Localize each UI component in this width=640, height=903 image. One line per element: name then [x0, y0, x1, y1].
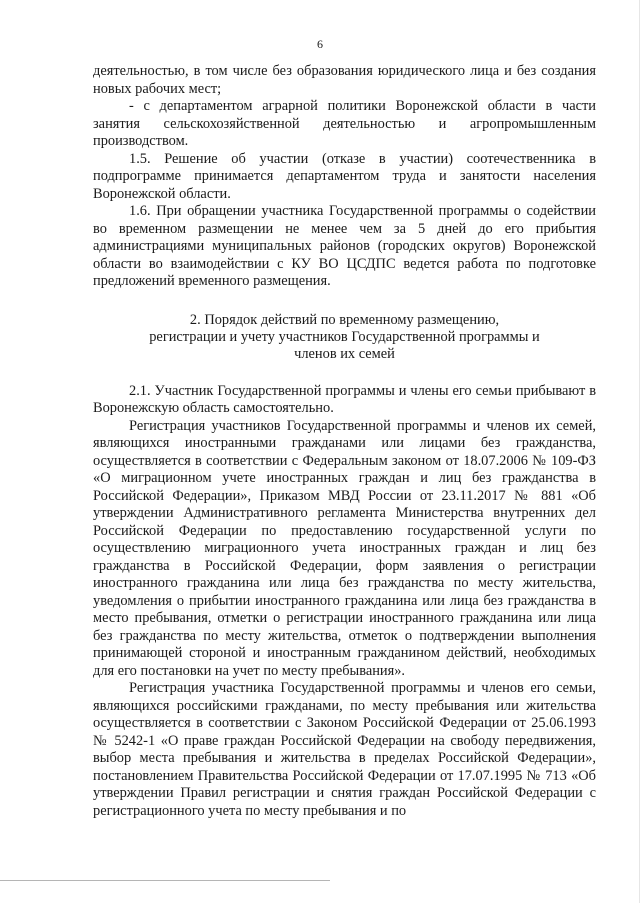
section-heading — [93, 312, 596, 363]
paragraph-2-1: 2.1. Участник Государственной программы и члены его семьи прибывают в Воронежскую область самостоятельно. — [93, 382, 596, 416]
paragraph-1-6: 1.6. При обращении участника Государственной программы о содействии во временном размещении не менее чем за 5 дней до его прибытия администрациями муниципальных районов (городских округов) Воронежской области во взаимодействии с КУ ВО ЦСДПС ведется работа по подготовке предложений временного размещения. — [93, 203, 596, 289]
paragraph-agrarian-department: - с департаментом аграрной политики Воронежской области в части занятия сельскохозяйственной деятельностью и агропромышленным производством. — [93, 98, 596, 149]
page-number: 6 — [317, 37, 323, 51]
section-heading-line-1: 2. Порядок действий по временному размещению, — [189, 311, 500, 328]
paragraph-1-5: 1.5. Решение об участии (отказе в участии) соотечественника в подпрограмме принимается департаментом труда и занятости населения Воронежской области. — [93, 150, 596, 202]
paragraph-russian-registration: Регистрация участника Государственной программы и членов его семьи, являющихся российскими гражданами, по месту пребывания или жительства осуществляется в соответствии с Законом Российской Федерации от 25.06.1993 № 5242-1 «О праве граждан Российской Федерации на свободу передвижения, выбор места пребывания и жительства в пределах Российской Федерации», постановлением Правительства Российской Федерации от 17.07.1995 № 713 «Об утверждении Правил регистрации и снятия граждан Российской Федерации с регистрационного учета по месту пребывания и по — [93, 680, 596, 819]
paragraph-foreign-registration: Регистрация участников Государственной программы и членов их семей, являющихся иностранными гражданами или лицами без гражданства, осуществляется в соответствии с Федеральным законом от 18.07.2006 № 109-ФЗ «О миграционном учете иностранных граждан и лиц без гражданства в Российской Федерации», Приказом МВД России от 23.11.2017 № 881 «Об утверждении Административного регламента Министерства внутренних дел Российской Федерации по предоставлению государственной услуги по осуществлению миграционного учета иностранных граждан и лиц без гражданства в Российской Федерации, форм заявления о регистрации иностранного гражданина или лица без гражданства по месту жительства, уведомления о прибытии иностранного гражданина или лица без гражданства в место пребывания, отметки о регистрации иностранного гражданина или лица без гражданства по месту жительства, отметок о подтверждении выполнения принимающей стороной и иностранным гражданином действий, необходимых для его постановки на учет по месту пребывания». — [93, 417, 596, 679]
document-body — [93, 63, 596, 820]
section-heading-line-3: членов их семей — [294, 345, 395, 362]
scan-edge-line — [0, 880, 330, 881]
section-heading-line-2: регистрации и учету участников Государственной программы и — [149, 328, 540, 345]
paragraph-continuation: деятельностью, в том числе без образования юридического лица и без создания новых рабочих мест; — [93, 63, 596, 97]
